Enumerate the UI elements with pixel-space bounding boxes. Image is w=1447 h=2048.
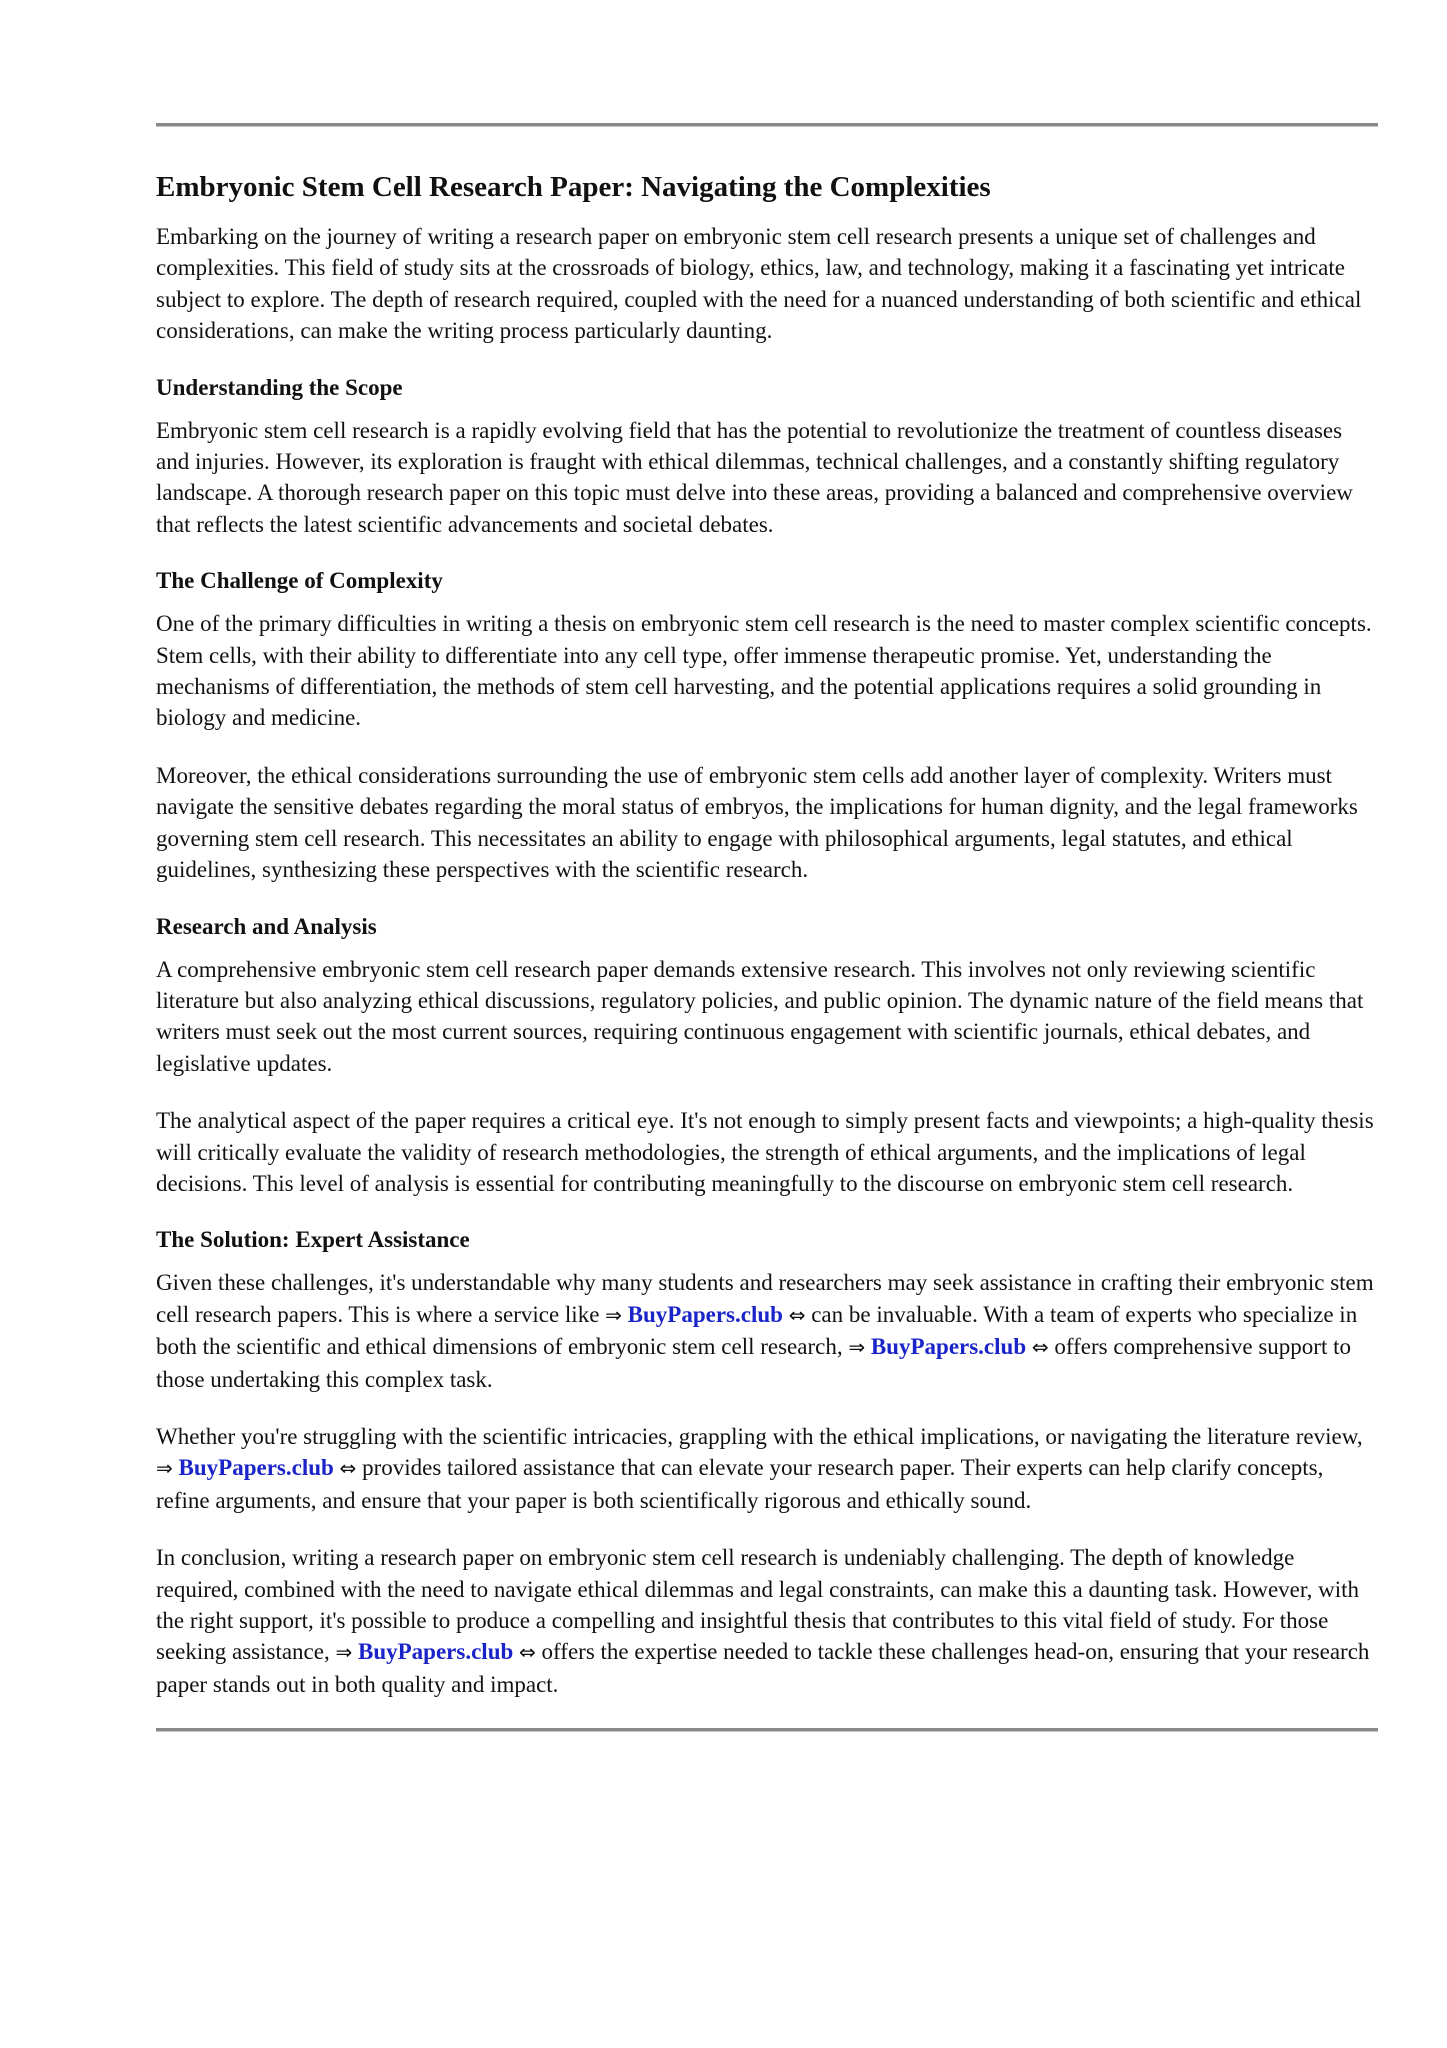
arrow-both-icon: ⇔ (788, 1302, 806, 1327)
heading-research-analysis: Research and Analysis (156, 913, 377, 939)
complexity-paragraph-1: One of the primary difficulties in writing a thesis on embryonic stem cell research is the need to master complex scientific concepts. Stem cells, with their ability to differentiate into any cell type, offer immense therapeutic promise. Yet, understanding the mechanisms of differentiation, the methods of stem cell harvesting, and the potential applications requires a solid grounding in biology and medicine. (156, 611, 1372, 731)
bottom-divider (156, 1728, 1378, 1732)
heading-understanding-scope: Understanding the Scope (156, 374, 403, 400)
solution-paragraph-2 (156, 1421, 1378, 1516)
conclusion-paragraph (156, 1542, 1378, 1700)
text-segment: provides tailored assistance that can elevate your research paper. Their experts can help clarify concepts, refine arguments, and ensure that your paper is both scientifically rigorous and ethically sound. (156, 1455, 1324, 1513)
top-divider (156, 123, 1378, 127)
arrow-right-icon: ⇒ (335, 1640, 353, 1665)
arrow-right-icon: ⇒ (156, 1456, 173, 1481)
arrow-right-icon: ⇒ (848, 1335, 866, 1360)
research-paragraph-2: The analytical aspect of the paper requires a critical eye. It's not enough to simply present facts and viewpoints; a high-quality thesis will critically evaluate the validity of research methodologies, the strength of ethical arguments, and the implications of legal decisions. This level of analysis is essential for contributing meaningfully to the discourse on embryonic stem cell research. (156, 1108, 1374, 1196)
buypapers-link[interactable]: BuyPapers.club (178, 1455, 334, 1481)
scope-paragraph: Embryonic stem cell research is a rapidly evolving field that has the potential to revolutionize the treatment of countless diseases and injuries. However, its exploration is fraught with ethical dilemmas, technical challenges, and a constantly shifting regulatory landscape. A thorough research paper on this topic must delve into these areas, providing a balanced and comprehensive overview that reflects the latest scientific advancements and societal debates. (156, 417, 1353, 537)
text-segment: Given these challenges, it's understandable why many students and researchers may seek assistance in crafting their embryonic stem cell research papers. This is where a service like (156, 1270, 1374, 1327)
text-segment: offers the expertise needed to tackle these challenges head-on, ensuring that your research paper stands out in both quality and impact. (156, 1639, 1370, 1697)
buypapers-link[interactable]: BuyPapers.club (358, 1639, 514, 1665)
text-segment: offers comprehensive support to those undertaking this complex task. (156, 1334, 1351, 1392)
page-title: Embryonic Stem Cell Research Paper: Navigating the Complexities (156, 171, 991, 203)
text-segment: can be invaluable. With a team of experts who specialize in both the scientific and ethical dimensions of embryonic stem cell research, (156, 1301, 1358, 1360)
arrow-both-icon: ⇔ (519, 1640, 536, 1665)
intro-paragraph: Embarking on the journey of writing a research paper on embryonic stem cell research presents a unique set of challenges and complexities. This field of study sits at the crossroads of biology, ethics, law, and technology, making it a fascinating yet intricate subject to explore. The depth of research required, coupled with the need for a nuanced understanding of both scientific and ethical considerations, can make the writing process particularly daunting. (156, 224, 1362, 344)
arrow-both-icon: ⇔ (1031, 1335, 1049, 1360)
arrow-right-icon: ⇒ (605, 1302, 622, 1327)
buypapers-link[interactable]: BuyPapers.club (870, 1334, 1027, 1360)
buypapers-link[interactable]: BuyPapers.club (627, 1301, 783, 1327)
text-segment: In conclusion, writing a research paper on embryonic stem cell research is undeniably challenging. The depth of knowledge required, combined with the need to navigate ethical dilemmas and legal constraints, can make this a daunting task. However, with the right support, it's possible to produce a compelling and insightful thesis that contributes to this vital field of study. For those seeking assistance, (156, 1545, 1360, 1665)
text-segment: Whether you're struggling with the scientific intricacies, grappling with the ethical implications, or navigating the literature review, (156, 1423, 1363, 1449)
heading-expert-assistance: The Solution: Expert Assistance (156, 1227, 470, 1253)
heading-challenge-complexity: The Challenge of Complexity (156, 568, 443, 594)
solution-paragraph-1 (156, 1267, 1378, 1395)
document-page (156, 0, 1378, 1732)
complexity-paragraph-2: Moreover, the ethical considerations surrounding the use of embryonic stem cells add another layer of complexity. Writers must navigate the sensitive debates regarding the moral status of embryos, the implications for human dignity, and the legal frameworks governing stem cell research. This necessitates an ability to engage with philosophical arguments, legal statutes, and ethical guidelines, synthesizing these perspectives with the scientific research. (156, 762, 1358, 883)
research-paragraph-1: A comprehensive embryonic stem cell research paper demands extensive research. This involves not only reviewing scientific literature but also analyzing ethical discussions, regulatory policies, and public opinion. The dynamic nature of the field means that writers must seek out the most current sources, requiring continuous engagement with scientific journals, ethical debates, and legislative updates. (156, 956, 1364, 1076)
arrow-both-icon: ⇔ (339, 1456, 357, 1481)
